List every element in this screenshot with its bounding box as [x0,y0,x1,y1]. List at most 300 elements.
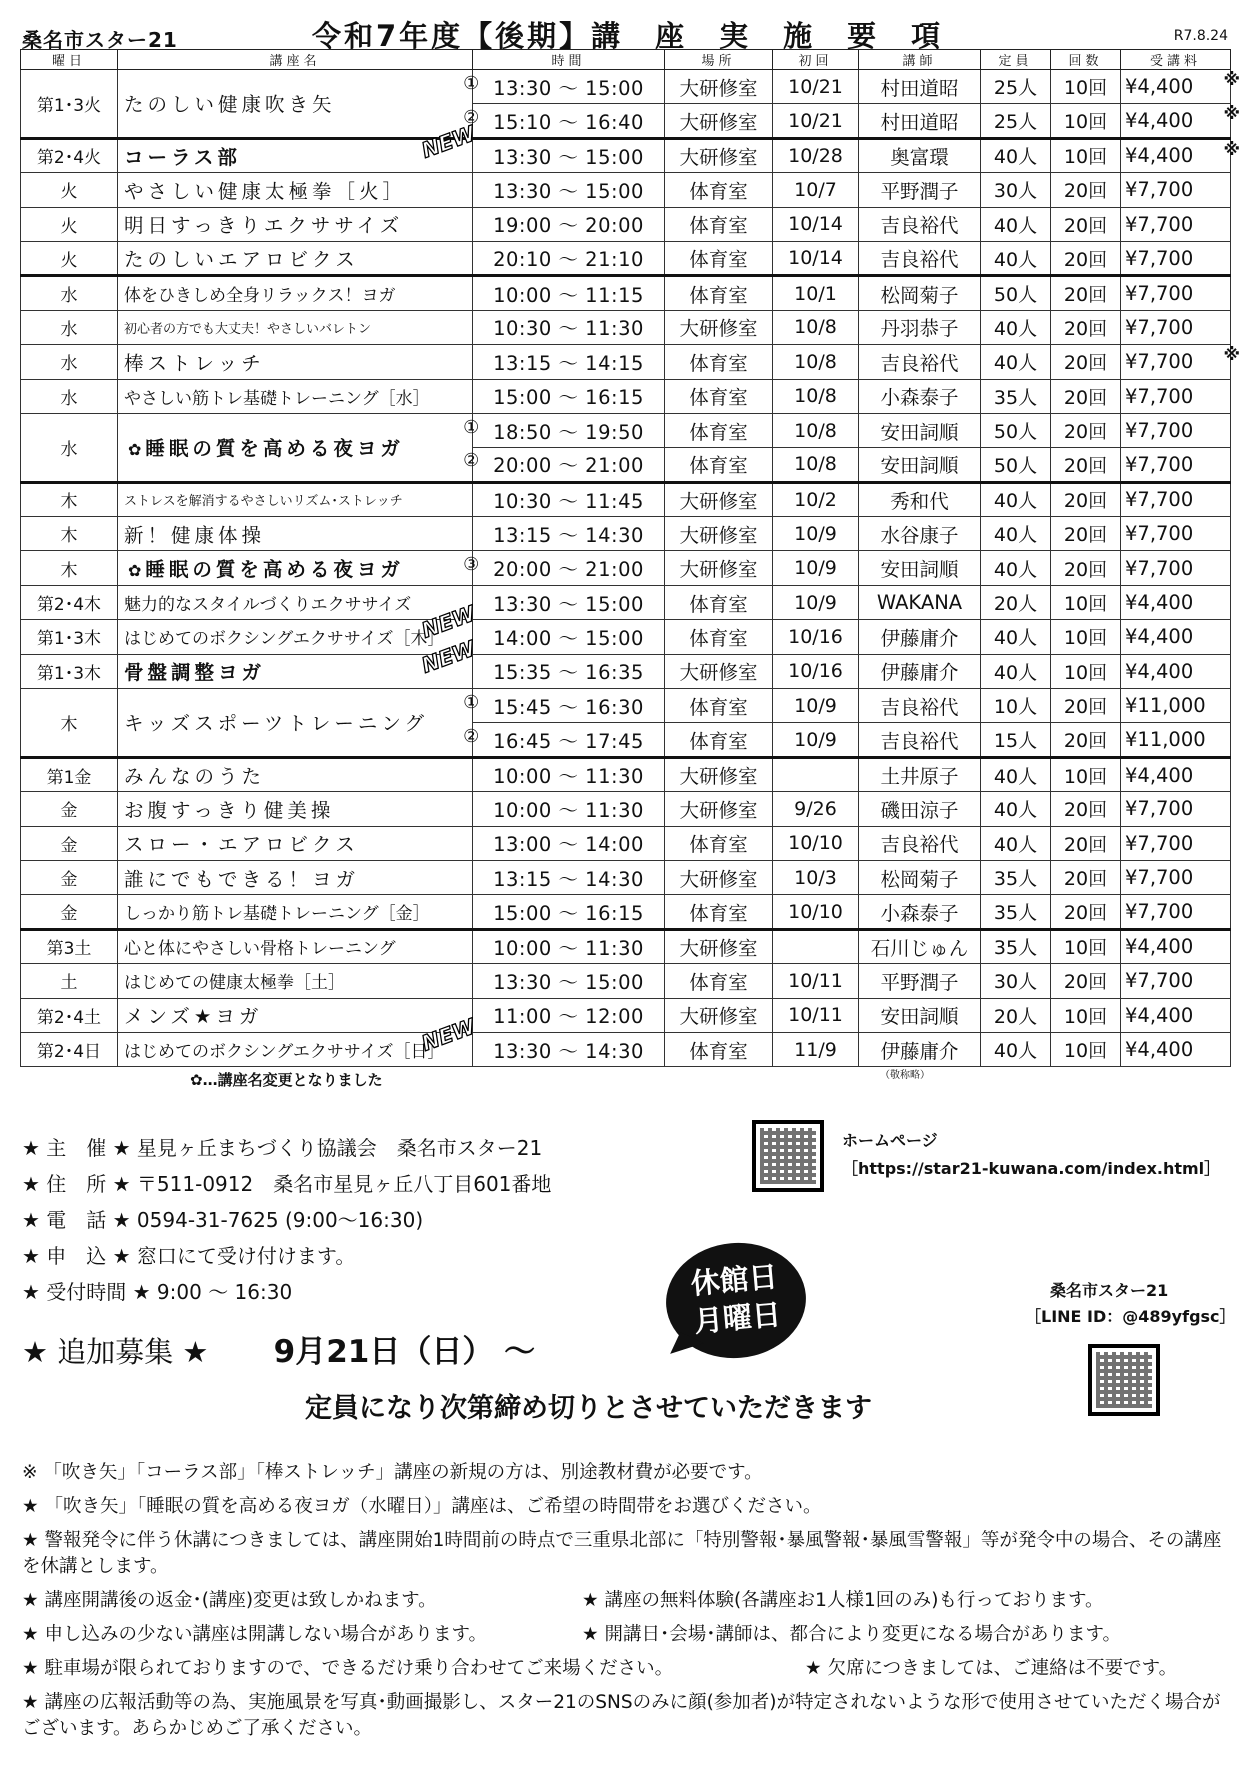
info-organizer: ★ 主 催 ★ 星見ヶ丘まちづくり協議会 桑名市スター21 [22,1136,543,1160]
course-cap: 40人 [981,1032,1051,1066]
course-cap: 25人 [981,104,1051,138]
course-teacher: WAKANA [859,585,981,619]
course-count: 20回 [1051,448,1121,482]
course-time: 10:30 ～ 11:30 [473,310,665,344]
course-teacher: 村田道昭 [859,70,981,104]
course-teacher: 磯田涼子 [859,792,981,826]
course-count: 10回 [1051,654,1121,688]
course-day: 金 [21,895,118,929]
course-fee-text: ¥7,700 [1125,178,1194,202]
course-name [118,895,473,929]
course-day: 金 [21,792,118,826]
course-name [118,173,473,207]
course-name-text: しっかり筋トレ基礎トレーニング［金］ [124,904,430,925]
course-fee [1121,792,1231,826]
table-row [21,310,1231,344]
course-day: 第1金 [21,757,118,791]
course-name [118,121,479,172]
course-count: 20回 [1051,379,1121,413]
course-name-text: 初心者の方でも大丈夫！やさしいバレトン [124,321,372,337]
course-teacher: 伊藤庸介 [859,620,981,654]
course-name [118,757,473,791]
table-row [21,929,1231,963]
table-row [21,70,1231,104]
course-teacher: 松岡菊子 [859,276,981,310]
course-first [773,757,859,791]
info-phone: ★ 電 話 ★ 0594-31-7625 (9:00～16:30) [22,1208,424,1232]
course-time: 13:30 ～ 15:00 [473,138,665,172]
course-first: 10/8 [773,345,859,379]
course-day: 木 [21,517,118,551]
course-day: 木 [21,551,118,585]
course-fee [1121,413,1231,447]
course-count: 20回 [1051,895,1121,929]
course-cap: 50人 [981,413,1051,447]
course-name [118,517,473,551]
course-cap: 50人 [981,448,1051,482]
course-count: 20回 [1051,482,1121,516]
course-name [118,860,473,894]
course-place: 体育室 [665,689,773,723]
course-teacher: 水谷康子 [859,517,981,551]
page-header [22,12,1228,53]
course-time: 11:00 ～ 12:00 [473,998,665,1032]
course-name-text: 体をひきしめ全身リラックス！ヨガ [124,286,396,307]
course-first: 10/2 [773,482,859,516]
col-capacity: 定員 [981,50,1051,70]
course-table [20,49,1240,1067]
note-absence: ★ 欠席につきましては、ご連絡は不要です。 [805,1658,1178,1679]
course-fee-text: ¥7,700 [1125,522,1194,546]
course-fee [1121,379,1231,413]
table-row [21,241,1231,275]
course-cap: 10人 [981,689,1051,723]
table-row [21,345,1231,379]
course-place: 体育室 [665,241,773,275]
col-fee: 受講料 [1121,50,1231,70]
course-teacher: 吉良裕代 [859,207,981,241]
course-day: 第1･3木 [21,620,118,654]
course-first: 10/21 [773,70,859,104]
course-time: 13:15 ～ 14:30 [473,860,665,894]
course-place: 大研修室 [665,757,773,791]
course-fee [1121,173,1231,207]
course-fee [1121,448,1231,482]
course-first: 10/11 [773,998,859,1032]
course-cap: 40人 [981,241,1051,275]
course-place: 体育室 [665,345,773,379]
info-block [22,1130,551,1310]
note-photo: ★ 講座の広報活動等の為、実施風景を写真･動画撮影し、スター21のSNSのみに顔(参加者)が特定されないような形で使用させていただく場合がございます。あらかじめご了承ください。 [22,1692,1221,1739]
course-first: 10/14 [773,207,859,241]
course-name-text: 睡眠の質を高める夜ヨガ [145,437,404,461]
material-fee-mark: ※ [1223,345,1240,366]
course-name-text: やさしい筋トレ基礎トレーニング［水］ [124,388,430,409]
course-day: 第1･3火 [21,70,118,139]
course-teacher: 吉良裕代 [859,241,981,275]
deadline-note: 定員になり次第締め切りとさせていただきます [305,1393,872,1424]
course-time: 15:35 ～ 16:35 [473,654,665,688]
course-place: 体育室 [665,1032,773,1066]
course-first: 10/8 [773,379,859,413]
table-row [21,482,1231,516]
course-place: 体育室 [665,173,773,207]
course-name [118,826,473,860]
course-fee [1121,207,1231,241]
note-pair-2 [22,1622,1228,1648]
course-name [118,207,473,241]
course-day: 火 [21,241,118,275]
course-cap: 35人 [981,929,1051,963]
course-day: 火 [21,173,118,207]
course-cap: 40人 [981,345,1051,379]
homepage-label: ホームページ [842,1131,938,1150]
extra-recruit [22,1326,535,1371]
course-time: 10:30 ～ 11:45 [473,482,665,516]
course-name [118,413,473,482]
course-count: 10回 [1051,757,1121,791]
course-name-text: キッズスポーツトレーニング [124,712,428,736]
table-row [21,379,1231,413]
course-time-text: 20:00 ～ 21:00 [493,454,644,478]
note-pair-3 [22,1656,1228,1682]
course-name-text: みんなのうた [124,765,266,788]
table-row [21,654,1231,688]
course-first: 10/9 [773,551,859,585]
course-teacher: 安田詞順 [859,448,981,482]
info-address: ★ 住 所 ★ 〒511-0912 桑名市星見ヶ丘八丁目601番地 [22,1172,552,1196]
course-day: 水 [21,413,118,482]
course-name [118,345,473,379]
course-teacher: 吉良裕代 [859,723,981,757]
note-timeslot: ★ 「吹き矢」「睡眠の質を高める夜ヨガ（水曜日）」講座は、ご希望の時間帯をお選びください。 [22,1496,822,1517]
course-first: 10/9 [773,517,859,551]
page-title: 令和7年度【後期】講 座 実 施 要 項 [312,19,944,53]
course-cap: 40人 [981,207,1051,241]
course-time: 13:00 ～ 14:00 [473,826,665,860]
course-first: 11/9 [773,1032,859,1066]
course-teacher: 吉良裕代 [859,826,981,860]
course-count: 10回 [1051,929,1121,963]
course-day: 第2･4日 [21,1032,118,1066]
course-time-text: 13:30 ～ 15:00 [493,76,644,100]
table-row [21,964,1231,998]
course-count: 10回 [1051,138,1121,172]
line-qr-code-icon[interactable] [1088,1344,1160,1416]
course-time: 13:30 ～ 15:00 [473,173,665,207]
course-cap: 35人 [981,379,1051,413]
table-row [21,860,1231,894]
course-count: 20回 [1051,826,1121,860]
org-name: 桑名市スター21 [22,28,178,52]
material-fee-mark: ※ [1223,139,1240,160]
course-cap: 40人 [981,482,1051,516]
course-teacher: 安田詞順 [859,413,981,447]
new-badge: NEW [418,1014,479,1056]
course-fee-text: ¥11,000 [1125,728,1206,752]
course-time [463,689,665,723]
course-fee [1121,723,1231,757]
course-fee [1121,620,1231,654]
table-row [21,173,1231,207]
course-teacher: 吉良裕代 [859,689,981,723]
course-cap: 15人 [981,723,1051,757]
course-fee [1121,585,1231,619]
course-day: 水 [21,345,118,379]
course-place: 大研修室 [665,998,773,1032]
course-fee-text: ¥4,400 [1125,75,1194,99]
course-fee-text: ¥4,400 [1125,763,1194,787]
course-name-text: はじめての健康太極拳［土］ [124,973,345,994]
closed-day-label: 休館日 [689,1259,780,1301]
course-teacher: 石川じゅん [859,929,981,963]
course-place: 大研修室 [665,517,773,551]
course-fee [1121,551,1231,585]
course-teacher: 安田詞順 [859,998,981,1032]
course-cap: 40人 [981,551,1051,585]
course-day: 第2･4土 [21,998,118,1032]
course-day: 土 [21,964,118,998]
course-first: 10/10 [773,895,859,929]
course-fee-text: ¥7,700 [1125,315,1194,339]
course-fee-text: ¥4,400 [1125,625,1194,649]
course-fee [1121,310,1231,344]
table-row [21,517,1231,551]
course-name-text: スロー・エアロビクス [124,833,359,857]
course-time: 20:10 ～ 21:10 [473,241,665,275]
course-day: 金 [21,826,118,860]
new-badge: NEW [418,635,479,678]
homepage-url[interactable]: ［https://star21-kuwana.com/index.html］ [842,1159,1221,1178]
course-count: 20回 [1051,723,1121,757]
course-teacher: 平野潤子 [859,964,981,998]
col-place: 場所 [665,50,773,70]
closed-day-value: 月曜日 [692,1297,783,1339]
course-name-text: コーラス部 [124,145,241,169]
note-weather: ★ 警報発令に伴う休講につきましては、講座開始1時間前の時点で三重県北部に「特別警報･暴風警報･暴風雪警報」等が発令中の場合、その講座を休講とします。 [22,1530,1222,1577]
course-first: 10/9 [773,689,859,723]
flower-icon: ✿ [128,440,146,460]
course-fee-text: ¥7,700 [1125,282,1194,306]
course-place: 大研修室 [665,551,773,585]
course-place: 体育室 [665,585,773,619]
course-name [118,585,473,619]
course-cap: 50人 [981,276,1051,310]
course-first: 10/28 [773,138,859,172]
note-trial: ★ 講座の無料体験(各講座お1人様1回のみ)も行っております。 [582,1590,1104,1611]
course-cap: 25人 [981,70,1051,104]
course-time: 13:30 ～ 15:00 [473,585,665,619]
course-fee-text: ¥11,000 [1125,694,1206,718]
course-count: 20回 [1051,551,1121,585]
course-time [463,448,665,482]
course-name-text: たのしいエアロビクス [124,248,359,272]
course-fee [1121,895,1231,929]
course-cap: 40人 [981,757,1051,791]
table-row [21,757,1231,791]
extra-recruit-label: ★ 追加募集 ★ [22,1335,209,1369]
course-place: 体育室 [665,895,773,929]
course-day: 木 [21,689,118,758]
flower-icon: ✿ [128,561,146,581]
course-day: 金 [21,860,118,894]
course-day: 火 [21,207,118,241]
course-fee-text: ¥4,400 [1125,109,1194,133]
course-teacher: 丹羽恭子 [859,310,981,344]
extra-recruit-date: 9月21日（日） ～ [273,1334,536,1370]
table-row [21,689,1231,723]
course-count: 20回 [1051,310,1121,344]
honorific-note: （敬称略） [880,1070,930,1081]
course-cap: 20人 [981,585,1051,619]
course-cap: 20人 [981,998,1051,1032]
course-first: 10/3 [773,860,859,894]
course-cap: 40人 [981,826,1051,860]
course-time: 19:00 ～ 20:00 [473,207,665,241]
material-fee-mark: ※ [1223,70,1240,90]
homepage-qr-code-icon[interactable] [752,1120,824,1192]
course-place: 体育室 [665,276,773,310]
course-place: 体育室 [665,620,773,654]
course-first: 10/11 [773,964,859,998]
course-fee-text: ¥7,700 [1125,452,1194,476]
course-first: 10/9 [773,585,859,619]
course-fee-text: ¥4,400 [1125,935,1194,959]
course-teacher: 松岡菊子 [859,860,981,894]
info-hours: ★ 受付時間 ★ 9:00 ～ 16:30 [22,1280,293,1304]
course-time-text: 16:45 ～ 17:45 [493,729,644,753]
course-name-text: やさしい健康太極拳［火］ [124,179,407,203]
table-row [21,138,1231,172]
course-cap: 35人 [981,860,1051,894]
course-fee [1121,689,1231,723]
table-row [21,998,1231,1032]
course-place: 大研修室 [665,654,773,688]
col-name: 講座名 [118,50,473,70]
course-day: 第1･3木 [21,654,118,688]
col-first: 初回 [773,50,859,70]
course-count: 20回 [1051,517,1121,551]
course-time: 10:00 ～ 11:30 [473,792,665,826]
course-time-text: 20:00 ～ 21:00 [493,558,644,582]
course-name [118,310,473,344]
course-fee-text: ¥7,700 [1125,556,1194,580]
course-teacher: 小森泰子 [859,379,981,413]
table-row [21,895,1231,929]
course-fee-text: ¥4,400 [1125,659,1194,683]
course-name [118,241,473,275]
table-row [21,413,1231,447]
course-cap: 40人 [981,517,1051,551]
table-row [21,826,1231,860]
course-fee-text: ¥7,700 [1125,969,1194,993]
table-header-row [21,50,1231,70]
course-name-text: はじめてのボクシングエクササイズ［木］ [124,629,445,650]
course-count: 10回 [1051,70,1121,104]
course-place: 大研修室 [665,70,773,104]
course-time: 13:15 ～ 14:30 [473,517,665,551]
course-place: 体育室 [665,448,773,482]
course-place: 体育室 [665,723,773,757]
note-pair-1 [22,1588,1228,1614]
course-first: 10/8 [773,310,859,344]
course-name-text: 新！健康体操 [124,523,266,547]
session-mark: ③ [463,554,480,576]
course-teacher: 平野潤子 [859,173,981,207]
course-name [118,276,473,310]
course-fee-text: ¥4,400 [1125,1003,1194,1027]
session-mark: ② [463,725,480,747]
course-count: 10回 [1051,998,1121,1032]
course-day: 木 [21,482,118,516]
line-id: ［LINE ID：@489yfgsc］ [1025,1307,1236,1326]
course-fee-text: ¥7,700 [1125,866,1194,890]
line-org-name: 桑名市スター21 [1050,1281,1169,1300]
course-fee [1121,826,1231,860]
course-time: 13:15 ～ 14:15 [473,345,665,379]
course-first: 10/8 [773,413,859,447]
course-fee [1121,482,1231,516]
course-fee-text: ¥7,700 [1125,488,1194,512]
course-day: 水 [21,276,118,310]
closed-day-badge [661,1237,810,1364]
course-name-text: お腹すっきり健美操 [124,798,335,822]
course-name-text: 明日すっきりエクササイズ [124,214,404,238]
course-count: 20回 [1051,173,1121,207]
course-place: 体育室 [665,207,773,241]
course-name [118,379,473,413]
course-teacher: 吉良裕代 [859,345,981,379]
course-name [118,792,473,826]
course-day: 水 [21,379,118,413]
course-time: 13:30 ～ 14:30 [473,1032,665,1066]
course-time: 10:00 ～ 11:30 [473,757,665,791]
course-fee-text: ¥7,700 [1125,900,1194,924]
course-time: 10:00 ～ 11:30 [473,929,665,963]
course-cap: 40人 [981,792,1051,826]
course-first: 10/21 [773,104,859,138]
rename-note: ✿…講座名変更となりました [190,1071,383,1089]
course-count: 20回 [1051,276,1121,310]
course-name [118,689,473,758]
course-time [463,104,665,138]
material-fee-mark: ※ [1223,104,1240,125]
note-change: ★ 開講日･会場･講師は、都合により変更になる場合があります。 [582,1624,1121,1645]
course-first: 10/9 [773,723,859,757]
course-count: 20回 [1051,241,1121,275]
course-fee [1121,929,1231,963]
session-mark: ① [463,691,480,713]
course-fee-text: ¥7,700 [1125,212,1194,236]
course-fee [1121,138,1240,172]
info-apply: ★ 申 込 ★ 窓口にて受け付けます。 [22,1244,356,1268]
course-fee-text: ¥7,700 [1125,384,1194,408]
col-count: 回数 [1051,50,1121,70]
course-day: 第2･4木 [21,585,118,619]
course-time [463,413,665,447]
course-teacher: 土井原子 [859,757,981,791]
course-time: 15:00 ～ 16:15 [473,379,665,413]
course-fee [1121,70,1240,104]
table-row [21,792,1231,826]
course-name-text: 棒ストレッチ [124,351,265,375]
course-fee [1121,757,1231,791]
course-time: 15:00 ～ 16:15 [473,895,665,929]
course-count: 20回 [1051,792,1121,826]
course-first: 10/14 [773,241,859,275]
course-teacher: 小森泰子 [859,895,981,929]
course-first: 10/7 [773,173,859,207]
